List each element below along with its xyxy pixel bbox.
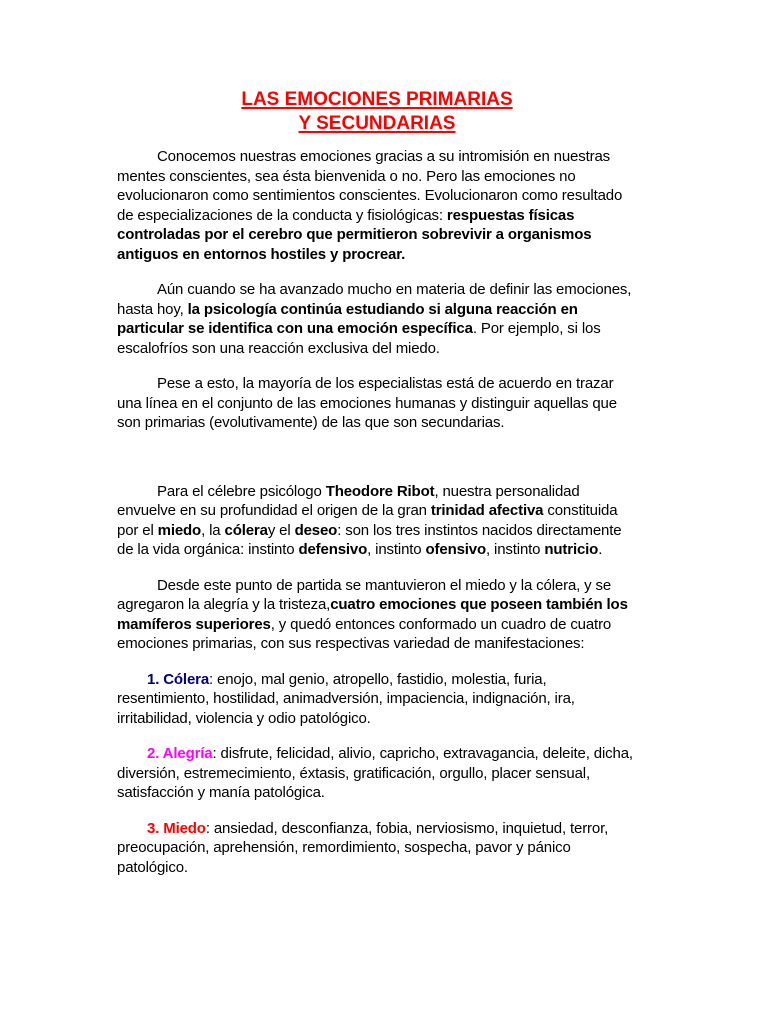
list-item-miedo-label: 3. Miedo xyxy=(147,819,206,837)
ribot-text-k: : son los tres instintos nacidos directamente de la vida orgánica: instinto xyxy=(117,521,622,558)
ribot-miedo: miedo xyxy=(157,521,202,539)
ribot-ofensivo: ofensivo xyxy=(425,541,486,558)
four-emotions-text: Desde este punto de partida se mantuvieron el miedo y la cólera, y se agregaron la alegría y la tristeza, xyxy=(117,576,612,613)
list-item-colera-label: 1. Cólera xyxy=(147,670,210,688)
list-item-alegria-text: : disfrute, felicidad, alivio, capricho, extravagancia, deleite, dicha, diversión, estremecimiento, éxtasis, gratificación, orgullo, placer sensual, satisfacción y manía patológica. xyxy=(117,745,633,801)
ribot-text-m: , instinto xyxy=(367,541,426,558)
list-item-alegria-label: 2. Alegría xyxy=(147,745,213,762)
paragraph-psychology-text: Aún cuando se ha avanzado mucho en materia de definir las emociones, hasta hoy, xyxy=(117,281,632,318)
document-title xyxy=(117,88,637,136)
ribot-text-e: constituida por el xyxy=(117,502,618,539)
four-emotions-bold: cuatro emociones que poseen también los mamíferos superiores xyxy=(117,596,628,633)
list-item-colera xyxy=(117,670,637,729)
paragraph-intro-bold: respuestas físicas controladas por el cerebro que permitieron sobrevivir a organismos antiguos en entornos hostiles y procrear. xyxy=(117,206,592,263)
paragraph-psychology xyxy=(117,280,637,358)
paragraph-psychology-bold: la psicología continúa estudiando si alguna reacción en particular se identifica con una emoción específica xyxy=(117,300,578,337)
ribot-text-a: Para el célebre psicólogo xyxy=(157,482,326,500)
title-line-2: Y SECUNDARIAS xyxy=(298,113,456,134)
paragraph-four-emotions xyxy=(117,576,637,654)
ribot-text-c: , nuestra personalidad envuelve en su profundidad el origen de la gran xyxy=(117,482,580,519)
paragraph-psychology-tail: . Por ejemplo, si los escalofríos son una reacción exclusiva del miedo. xyxy=(117,320,601,357)
title-line-1: LAS EMOCIONES PRIMARIAS xyxy=(241,89,513,110)
list-item-alegria xyxy=(117,744,637,803)
list-item-colera-text: : enojo, mal genio, atropello, fastidio, molestia, furia, resentimiento, hostilidad, animadversión, impaciencia, indignación, ira, irritabilidad, violencia y odio patológico. xyxy=(117,670,575,727)
paragraph-gap xyxy=(117,449,637,482)
four-emotions-tail: , y quedó entonces conformado un cuadro de cuatro emociones primarias, con sus respectivas variedad de manifestaciones: xyxy=(117,615,612,652)
ribot-text-q: . xyxy=(598,541,603,558)
document-page xyxy=(117,88,637,893)
paragraph-specialists: Pese a esto, la mayoría de los especialistas está de acuerdo en trazar una línea en el conjunto de las emociones humanas y distinguir aquellas que son primarias (evolutivamente) de las que son secundarias. xyxy=(117,375,617,431)
ribot-text-g: , la xyxy=(201,521,225,539)
list-item-miedo-text: : ansiedad, desconfianza, fobia, nerviosismo, inquietud, terror, preocupación, aprehensión, remordimiento, sospecha, pavor y pánico patológico. xyxy=(117,819,609,876)
ribot-defensivo: defensivo xyxy=(298,541,368,558)
paragraph-intro xyxy=(117,147,637,264)
ribot-trinidad: trinidad afectiva xyxy=(430,502,544,519)
paragraph-ribot xyxy=(117,482,637,560)
list-item-miedo xyxy=(117,819,637,878)
paragraph-intro-text: Conocemos nuestras emociones gracias a su intromisión en nuestras mentes conscientes, sea ésta bienvenida o no. Pero las emociones no evolucionaron como sentimientos conscientes. Evolucionaron como resultado de especializaciones de la conducta y fisiológicas: xyxy=(117,148,623,224)
ribot-text-o: , instinto xyxy=(486,541,545,558)
ribot-name: Theodore Ribot xyxy=(325,482,435,500)
ribot-text-i: y el xyxy=(267,521,295,539)
ribot-colera: cólera xyxy=(224,521,268,539)
ribot-nutricio: nutricio xyxy=(544,541,599,558)
ribot-deseo: deseo xyxy=(294,521,338,539)
